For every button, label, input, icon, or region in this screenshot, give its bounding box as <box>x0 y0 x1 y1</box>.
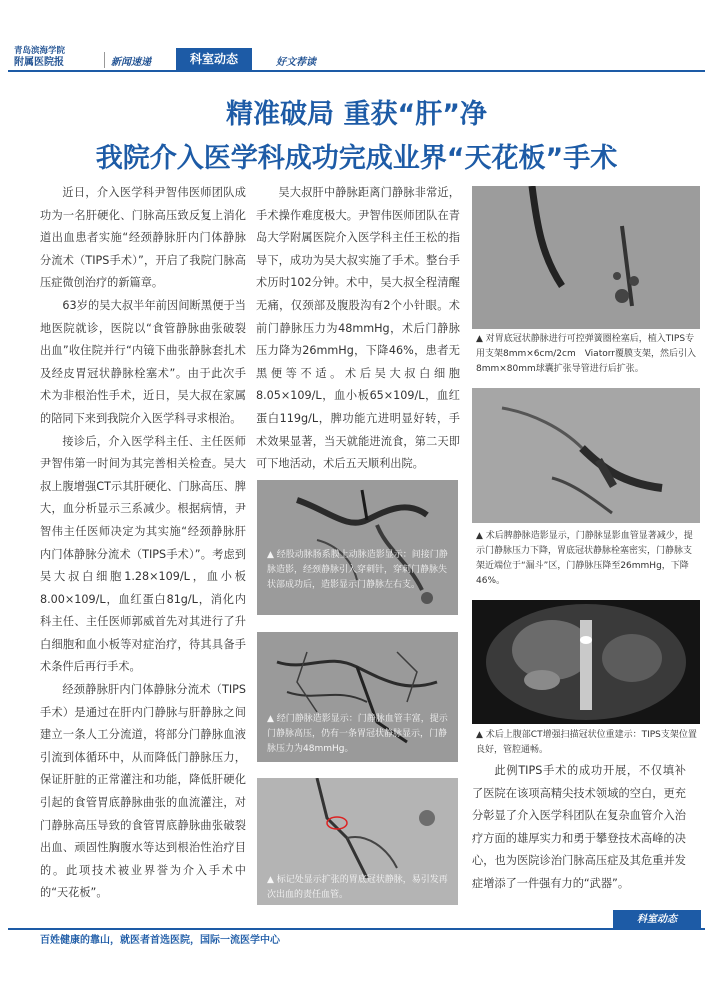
paragraph: 吴大叔肝中静脉距离门静脉非常近，手术操作难度极大。尹智伟医师团队在青岛大学附属医院介入医学科主任王松的指导下，成功为吴大叔实施了手术。整台手术历时102分钟。术中，吴大叔全程清醒无痛，仅颈部及腹股沟有2个小针眼。术前门静脉压力为48mmHg，术后门静脉压力降为26mmHg，下降46%，患者无黑便等不适。术后吴大叔白细胞8.05×109/L，血小板65×109/L，血红蛋白119g/L，脾功能亢进明显好转，手术效果显著，当天就能进流食，第二天即可下地活动，术后五天顺利出院。 <box>256 186 460 471</box>
tab-dept-active[interactable]: 科室动态 <box>176 48 252 70</box>
angiogram-image-1 <box>257 480 458 615</box>
tab-news[interactable]: 新闻速递 <box>111 57 151 68</box>
header-rule <box>8 70 705 72</box>
image-caption: ▲ 术后上腹部CT增强扫描冠状位重建示：TIPS支架位置良好，管腔通畅。 <box>476 730 697 755</box>
article-column-2 <box>256 182 460 476</box>
brand-line-2: 附属医院报 <box>14 57 64 68</box>
angiogram-image-2 <box>257 632 458 762</box>
footer-slogan: 百姓健康的靠山，就医者首选医院，国际一流医学中心 <box>40 935 280 946</box>
tab-reading[interactable]: 好文荐读 <box>276 57 316 68</box>
article-column-1 <box>40 182 246 905</box>
masthead <box>0 0 713 80</box>
paragraph: 此例TIPS手术的成功开展，不仅填补了医院在该项高精尖技术领域的空白，更充分彰显了介入医学科团队在复杂血管介入治疗方面的雄厚实力和勇于攀登技术高峰的决心，也为医院诊治门脉高压症及其危重并发症增添了一件强有力的“武器”。 <box>472 764 686 890</box>
image-caption: ▲ 对胃底冠状静脉进行可控弹簧圈栓塞后，植入TIPS专用支架8mm×6cm/2cm Viatorr覆膜支架，然后引入8mm×80mm球囊扩张导管进行后扩张。 <box>476 334 696 374</box>
angiogram-image-4 <box>472 186 700 329</box>
paragraph: 经颈静脉肝内门体静脉分流术（TIPS手术）是通过在肝内门静脉与肝静脉之间建立一条人工分流道，将部分门静脉血液引流到体循环中，从而降低门静脉压力，保证肝脏的正常灌注和功能，降低肝硬化引起的食管胃底静脉曲张的血流灌注，对门静脉高压导致的食管胃底静脉曲张破裂出血、顽固性胸腹水等达到根治性治疗目的。此项技术被业界誉为介入手术中的“天花板”。 <box>40 683 246 900</box>
paragraph: 近日，介入医学科尹智伟医师团队成功为一名肝硬化、门脉高压致反复上消化道出血患者实施“经颈静脉肝内门体静脉分流术（TIPS手术）”，开启了我院门脉高压症微创治疗的新篇章。 <box>40 186 246 290</box>
headline-line-2: 我院介入医学科成功完成业界“天花板”手术 <box>95 143 618 174</box>
footer-rule <box>8 928 705 930</box>
image-caption: ▲ 术后脾静脉造影显示，门静脉显影血管显著减少，提示门静脉压力下降，胃底冠状静脉栓塞密实，门静脉支架近端位于“漏斗”区，门静脉压降至26mmHg，下降46%。 <box>476 531 693 586</box>
headline-line-1: 精准破局 重获“肝”净 <box>226 99 487 130</box>
paragraph: 63岁的吴大叔半年前因间断黑便于当地医院就诊，医院以“食管静脉曲张破裂出血”收住院并行“内镜下曲张静脉套扎术及经皮胃冠状静脉栓塞术”。由于此次手术为非根治性手术，近日，吴大叔在家属的陪同下来到我院介入医学科寻求根治。 <box>40 298 246 425</box>
image-caption: ▲ 标记处显示扩张的胃底冠状静脉，易引发再次出血的责任血管。 <box>267 875 448 900</box>
section-end-tag: 科室动态 <box>613 910 701 930</box>
image-caption: ▲ 经股动脉肠系膜上动脉造影显示：间接门静脉造影，经颈静脉引入穿刺针，穿刺门静脉失状部成功后，造影显示门静脉左右支。 <box>267 550 448 590</box>
ct-scan-image <box>472 600 700 724</box>
paragraph: 接诊后，介入医学科主任、主任医师尹智伟第一时间为其完善相关检查。吴大叔上腹增强CT示其肝硬化、门脉高压、脾大，血分析显示三系减少。根据病情，尹智伟主任医师决定为其实施“经颈静脉肝内门体静脉分流术（TIPS手术）”。考虑到吴大叔白细胞1.28×109/L，血小板8.00×109/L，血红蛋白81g/L，消化内科主任、主任医师郭威首先对其进行了升白细胞和血小板等对症治疗，待其具备手术条件后再行手术。 <box>40 434 246 674</box>
angiogram-image-3 <box>257 778 458 905</box>
header-divider <box>104 52 105 68</box>
brand-line-1: 青岛滨海学院 <box>14 46 66 56</box>
newspaper-brand <box>14 46 65 68</box>
article-column-3 <box>472 760 686 896</box>
image-caption: ▲ 经门静脉造影显示：门静脉血管丰富，提示门静脉高压，仍有一条胃冠状静脉显示，门静脉压力为48mmHg。 <box>267 714 448 754</box>
angiogram-image-5 <box>472 388 700 523</box>
